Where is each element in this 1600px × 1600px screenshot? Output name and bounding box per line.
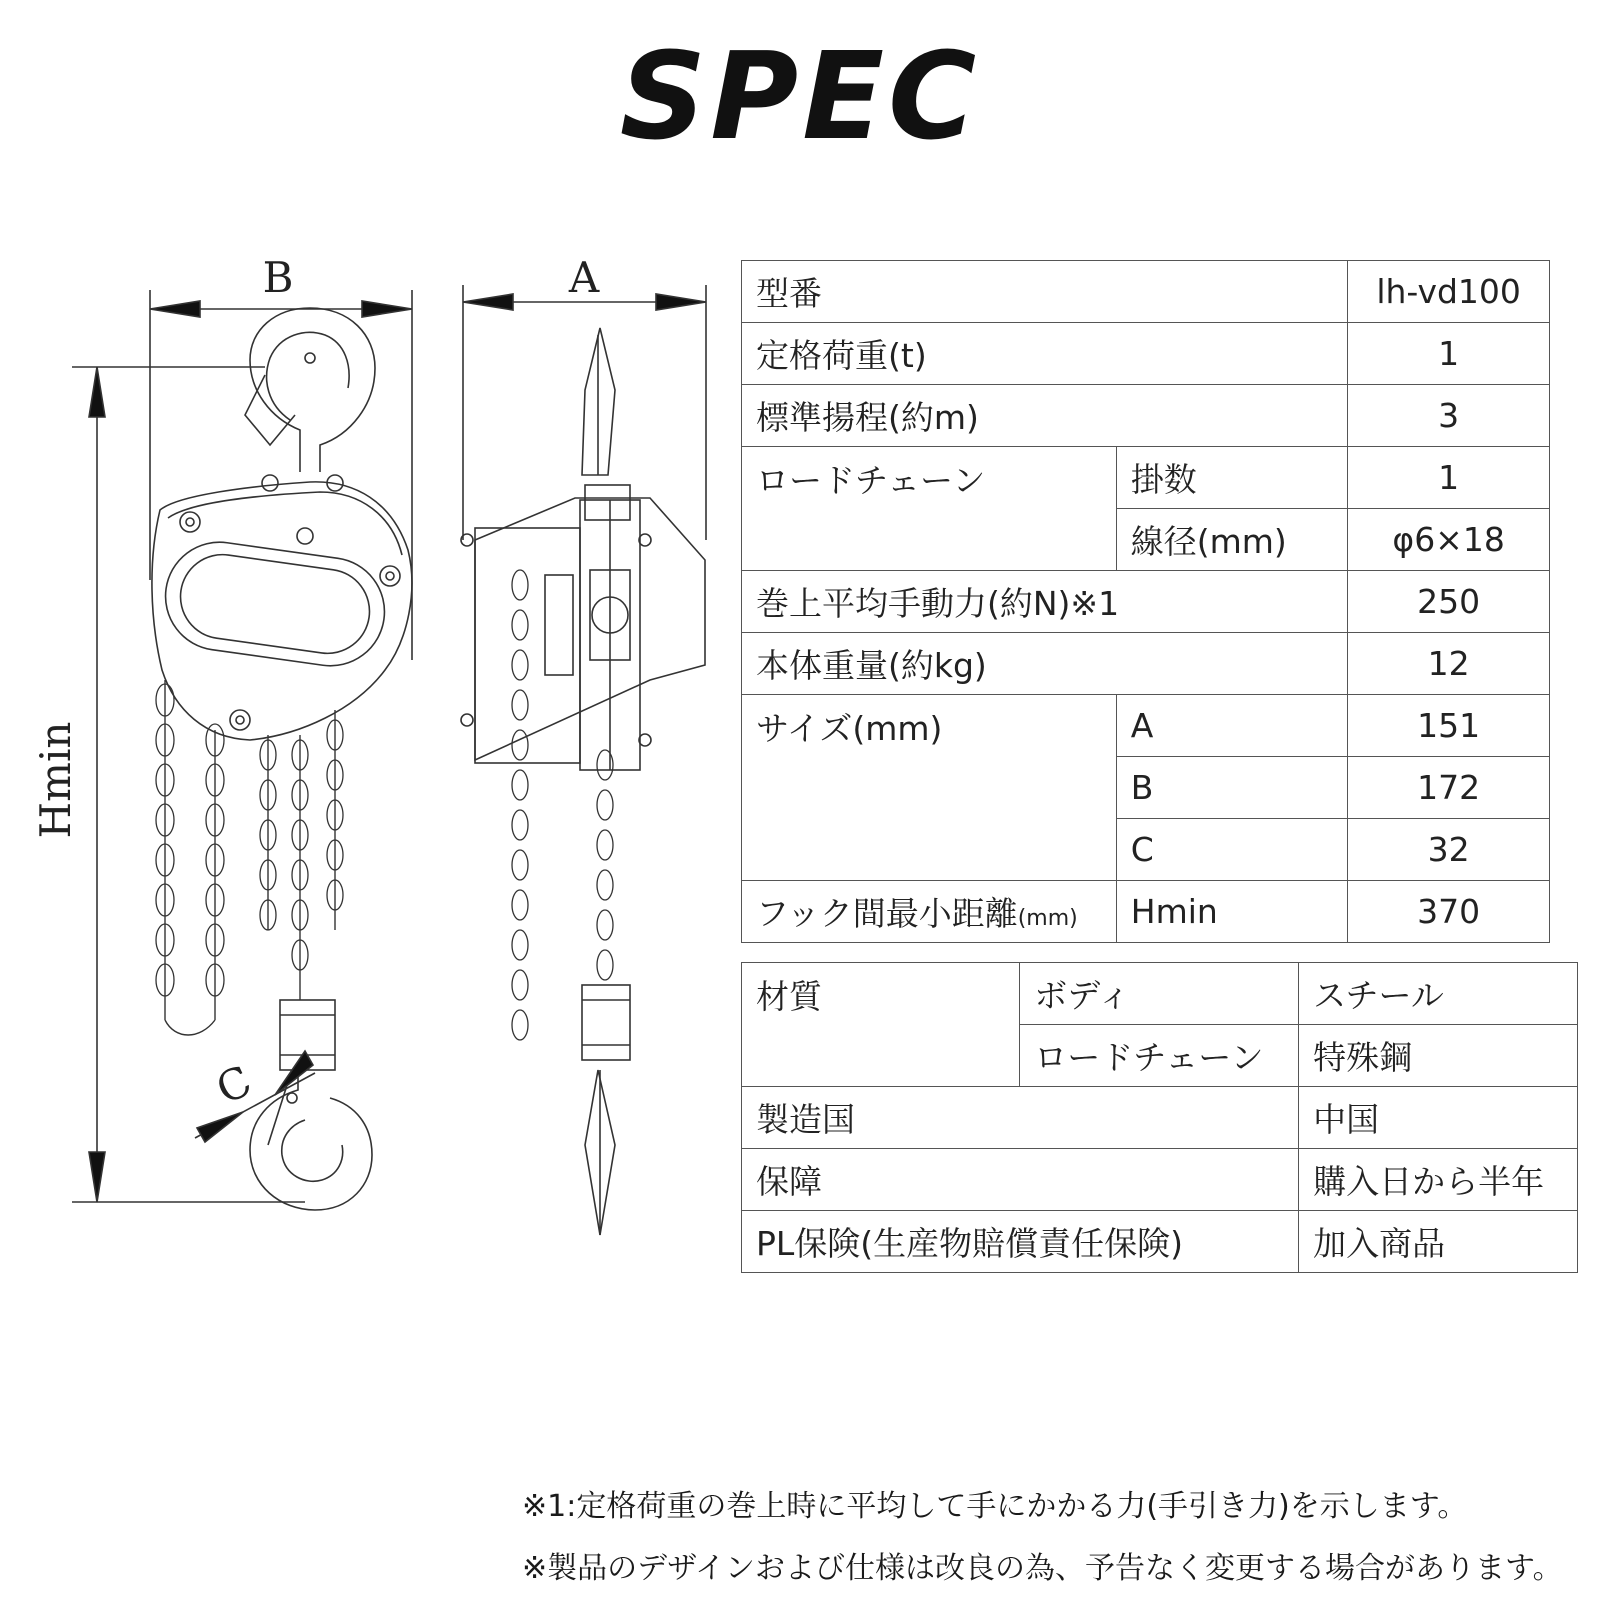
footnote-1: ※1:定格荷重の巻上時に平均して手にかかる力(手引き力)を示します。 [522, 1489, 1468, 1524]
falls-value: 1 [1348, 447, 1550, 509]
side-bottom-block [582, 985, 630, 1060]
wire-value: φ6×18 [1348, 509, 1550, 571]
dimension-a-label: A [568, 253, 600, 302]
table-row [742, 963, 1578, 1025]
dimension-hmin-label: Hmin [31, 721, 80, 839]
table-row [742, 1211, 1578, 1273]
origin-value: 中国 [1299, 1087, 1578, 1149]
hmin-label: Hmin [1116, 881, 1348, 943]
side-chain-links [512, 570, 613, 1040]
size-c-value: 32 [1348, 819, 1550, 881]
falls-label: 掛数 [1116, 447, 1348, 509]
model-value: lh-vd100 [1348, 261, 1550, 323]
hand-chain [165, 680, 335, 1035]
weight-value: 12 [1348, 633, 1550, 695]
load-chain-label: ロードチェーン [742, 447, 1117, 571]
dimension-b-label: B [262, 253, 294, 302]
warranty-label: 保障 [742, 1149, 1299, 1211]
body-window [159, 535, 392, 673]
weight-label: 本体重量(約kg) [742, 633, 1348, 695]
chain-value: 特殊鋼 [1299, 1025, 1578, 1087]
table-row [742, 1087, 1578, 1149]
page-title: SPEC [619, 28, 981, 167]
size-c-label: C [1116, 819, 1348, 881]
size-a-label: A [1116, 695, 1348, 757]
material-label: 材質 [742, 963, 1020, 1087]
warranty-value: 購入日から半年 [1299, 1149, 1578, 1211]
lift-value: 3 [1348, 385, 1550, 447]
pl-label: PL保険(生産物賠償責任保険) [742, 1211, 1299, 1273]
table-row [742, 881, 1550, 943]
chain-links [156, 684, 343, 996]
dimension-c-label: C [208, 1055, 259, 1114]
table-row [742, 695, 1550, 757]
size-b-value: 172 [1348, 757, 1550, 819]
table-row [742, 1149, 1578, 1211]
spec-table [741, 260, 1550, 943]
hmin-value: 370 [1348, 881, 1550, 943]
hook-distance-unit: (mm) [1017, 906, 1078, 931]
lift-label: 標準揚程(約m) [742, 385, 1348, 447]
hook-distance-text: フック間最小距離 [756, 894, 1018, 933]
footnotes [522, 1476, 1592, 1600]
material-table [741, 962, 1578, 1273]
hook-distance-label [742, 881, 1117, 943]
body-value: スチール [1299, 963, 1578, 1025]
chain-label: ロードチェーン [1020, 1025, 1299, 1087]
table-row [742, 323, 1550, 385]
pull-value: 250 [1348, 571, 1550, 633]
origin-label: 製造国 [742, 1087, 1299, 1149]
chain-hoist-drawing [0, 240, 720, 1300]
table-row [742, 385, 1550, 447]
table-row [742, 447, 1550, 509]
body-label: ボディ [1020, 963, 1299, 1025]
rated-load-label: 定格荷重(t) [742, 323, 1348, 385]
pl-value: 加入商品 [1299, 1211, 1578, 1273]
wire-label: 線径(mm) [1116, 509, 1348, 571]
pull-label: 巻上平均手動力(約N)※1 [742, 571, 1348, 633]
size-label: サイズ(mm) [742, 695, 1117, 881]
table-row [742, 261, 1550, 323]
model-label: 型番 [742, 261, 1348, 323]
table-row [742, 633, 1550, 695]
hoist-body [152, 482, 412, 740]
footnote-2: ※製品のデザインおよび仕様は改良の為、予告なく変更する場合があります。 [522, 1551, 1563, 1586]
size-b-label: B [1116, 757, 1348, 819]
size-a-value: 151 [1348, 695, 1550, 757]
rated-load-value: 1 [1348, 323, 1550, 385]
table-row [742, 571, 1550, 633]
